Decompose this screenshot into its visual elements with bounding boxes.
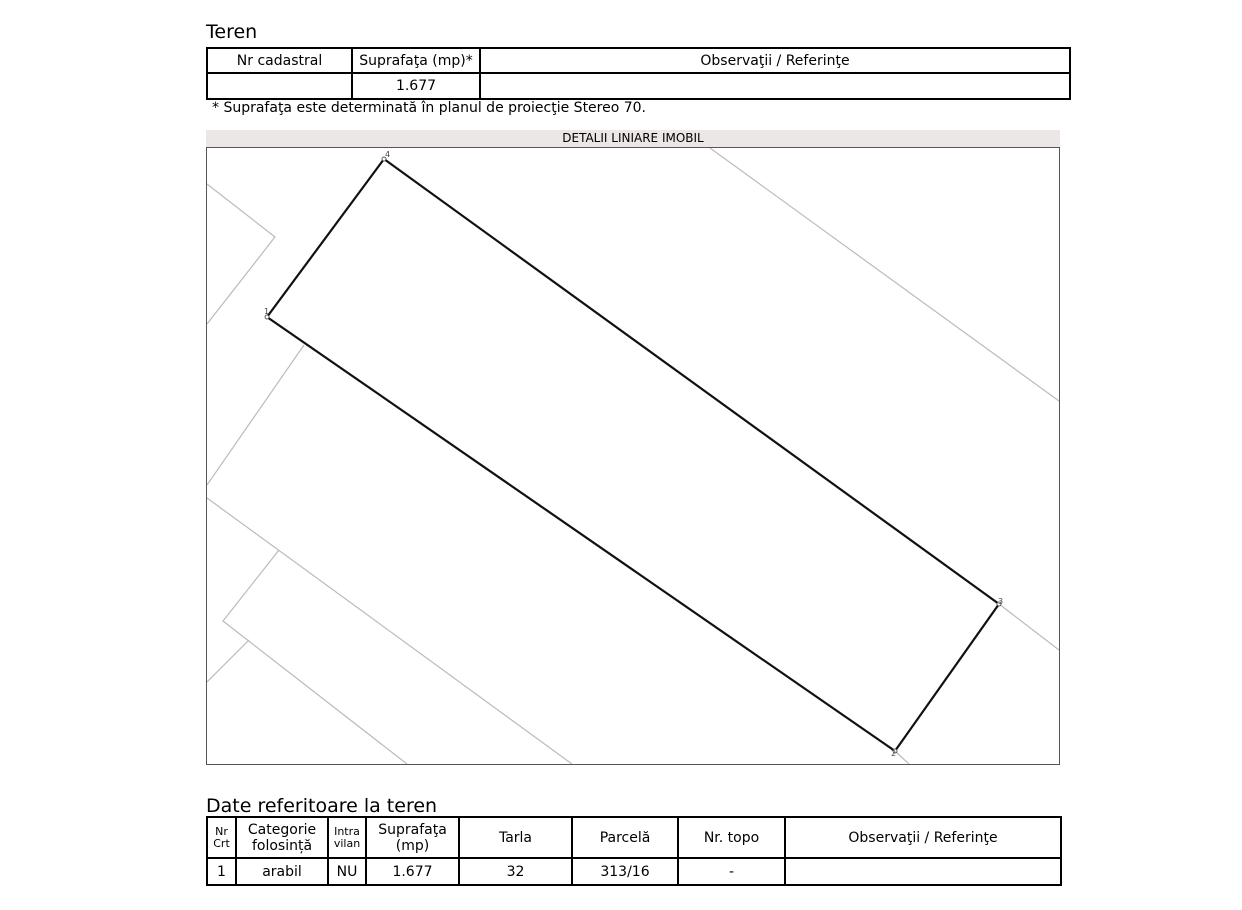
neighbor-parcels xyxy=(207,148,1059,764)
cell-nr-crt: 1 xyxy=(207,858,236,885)
header-tarla: Tarla xyxy=(459,817,572,858)
neighbor-boundary xyxy=(207,184,275,324)
neighbor-boundary xyxy=(710,148,1059,401)
header-suprafata: Suprafaţa (mp) xyxy=(366,817,459,858)
neighbor-boundary xyxy=(207,498,572,764)
header-parcela: Parcelă xyxy=(572,817,678,858)
vertex-label-4: 4 xyxy=(385,150,391,159)
neighbor-boundary xyxy=(999,604,1059,650)
header-observatii: Observaţii / Referinţe xyxy=(785,817,1061,858)
surface-note: * Suprafaţa este determinată în planul de proiecţie Stereo 70. xyxy=(212,100,647,116)
header-observatii: Observaţii / Referinţe xyxy=(480,48,1070,73)
header-suprafata: Suprafaţa (mp)* xyxy=(352,48,480,73)
table-row xyxy=(207,858,1061,885)
vertex-label-3: 3 xyxy=(998,597,1004,606)
cell-observatii xyxy=(480,73,1070,99)
cell-suprafata: 1.677 xyxy=(352,73,480,99)
vertex-label-1: 1 xyxy=(264,307,270,316)
date-teren-table xyxy=(206,816,1062,886)
vertex-label-2: 2 xyxy=(891,749,897,758)
cell-observatii xyxy=(785,858,1061,885)
cell-parcela: 313/16 xyxy=(572,858,678,885)
neighbor-boundary xyxy=(207,640,249,682)
cell-tarla: 32 xyxy=(459,858,572,885)
date-teren-header-row xyxy=(207,817,1061,858)
parcel-vertices xyxy=(265,157,1004,753)
neighbor-boundary xyxy=(895,751,909,764)
teren-header-row xyxy=(207,48,1070,73)
teren-title: Teren xyxy=(206,21,258,43)
parcel-map xyxy=(206,147,1060,765)
header-nr-crt: Nr Crt xyxy=(207,817,236,858)
table-row xyxy=(207,73,1070,99)
cell-categorie: arabil xyxy=(236,858,328,885)
cell-nr-topo: - xyxy=(678,858,785,885)
header-intravilan: Intra vilan xyxy=(328,817,366,858)
parcel-outline xyxy=(267,159,999,751)
cell-suprafata: 1.677 xyxy=(366,858,459,885)
header-nr-topo: Nr. topo xyxy=(678,817,785,858)
header-nr-cadastral: Nr cadastral xyxy=(207,48,352,73)
neighbor-boundary xyxy=(223,550,407,764)
date-teren-title: Date referitoare la teren xyxy=(206,795,438,817)
neighbor-boundary xyxy=(207,345,304,485)
parcel-map-svg xyxy=(207,148,1059,764)
header-categorie: Categorie folosință xyxy=(236,817,328,858)
map-header: DETALII LINIARE IMOBIL xyxy=(206,130,1060,147)
cell-nr-cadastral xyxy=(207,73,352,99)
vertex-labels xyxy=(264,150,1003,758)
teren-table xyxy=(206,47,1071,100)
cell-intravilan: NU xyxy=(328,858,366,885)
